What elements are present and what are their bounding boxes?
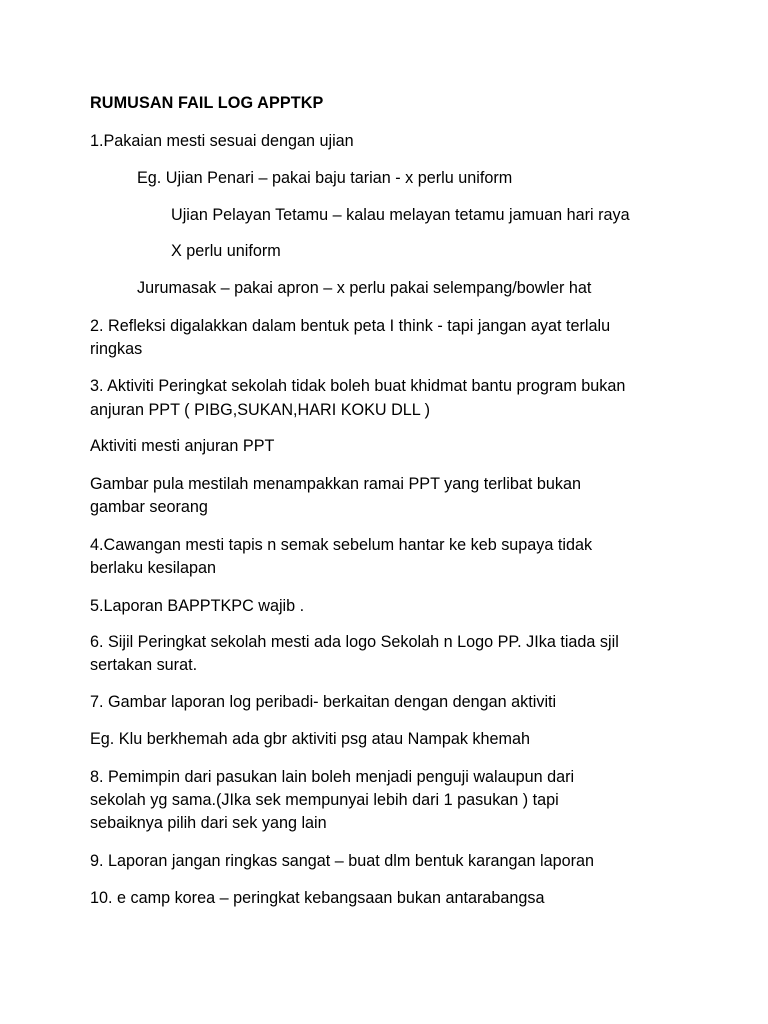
point-4-cont: berlaku kesilapan	[90, 559, 216, 577]
point-3-note-anjuran: Aktiviti mesti anjuran PPT	[90, 437, 275, 455]
point-8-cont-1: sekolah yg sama.(JIka sek mempunyai lebih dari 1 pasukan ) tapi	[90, 791, 559, 809]
point-6: 6. Sijil Peringkat sekolah mesti ada logo Sekolah n Logo PP. JIka tiada sjil	[90, 633, 619, 651]
point-1-example-pelayan: Ujian Pelayan Tetamu – kalau melayan tetamu jamuan hari raya	[171, 206, 630, 224]
point-1-example-pelayan-cont: X perlu uniform	[171, 242, 281, 260]
point-7-example: Eg. Klu berkhemah ada gbr aktiviti psg atau Nampak khemah	[90, 730, 531, 748]
point-5: 5.Laporan BAPPTKPC wajib .	[90, 597, 305, 615]
document-title: RUMUSAN FAIL LOG APPTKP	[90, 94, 324, 112]
point-2-cont: ringkas	[90, 340, 143, 358]
point-8: 8. Pemimpin dari pasukan lain boleh menjadi penguji walaupun dari	[90, 768, 575, 786]
point-4: 4.Cawangan mesti tapis n semak sebelum hantar ke keb supaya tidak	[90, 536, 593, 554]
point-2: 2. Refleksi digalakkan dalam bentuk peta I think - tapi jangan ayat terlalu	[90, 317, 611, 335]
point-1: 1.Pakaian mesti sesuai dengan ujian	[90, 132, 354, 150]
point-3-note-gambar-cont: gambar seorang	[90, 498, 208, 516]
point-3-note-gambar: Gambar pula mestilah menampakkan ramai PPT yang terlibat bukan	[90, 475, 581, 493]
point-6-cont: sertakan surat.	[90, 656, 198, 674]
point-7: 7. Gambar laporan log peribadi- berkaitan dengan dengan aktiviti	[90, 693, 557, 711]
point-9: 9. Laporan jangan ringkas sangat – buat dlm bentuk karangan laporan	[90, 852, 594, 870]
point-10: 10. e camp korea – peringkat kebangsaan bukan antarabangsa	[90, 889, 545, 907]
point-8-cont-2: sebaiknya pilih dari sek yang lain	[90, 814, 327, 832]
point-3-cont: anjuran PPT ( PIBG,SUKAN,HARI KOKU DLL )	[90, 401, 431, 419]
point-1-example-penari: Eg. Ujian Penari – pakai baju tarian - x perlu uniform	[137, 169, 513, 187]
point-1-example-jurumasak: Jurumasak – pakai apron – x perlu pakai selempang/bowler hat	[137, 279, 592, 297]
point-3: 3. Aktiviti Peringkat sekolah tidak boleh buat khidmat bantu program bukan	[90, 377, 626, 395]
